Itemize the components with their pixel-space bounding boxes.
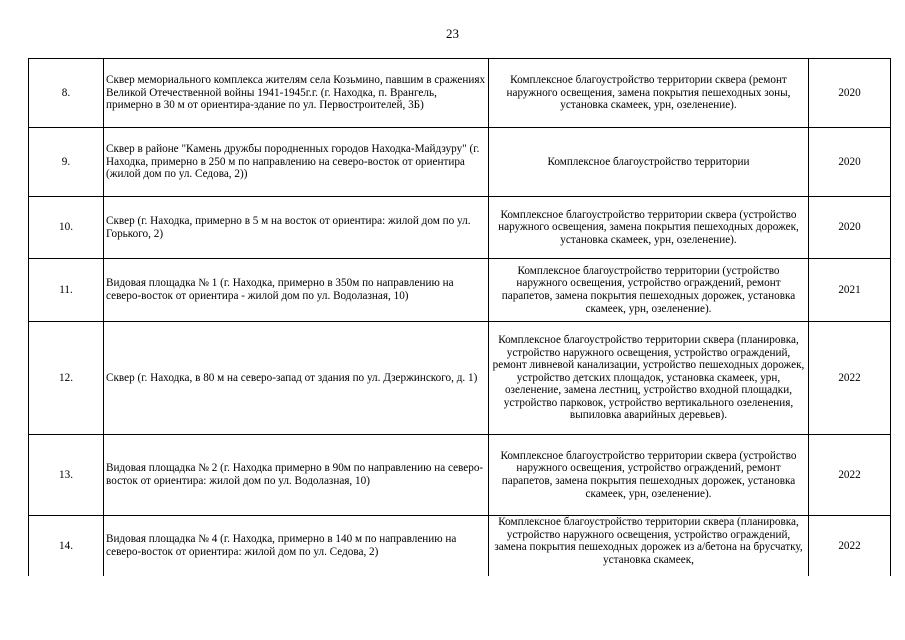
row-number: 12. [29,322,104,435]
row-number: 9. [29,128,104,197]
object-name: Сквер (г. Находка, в 80 м на северо-запад от здания по ул. Дзержинского, д. 1) [104,322,489,435]
object-name: Видовая площадка № 4 (г. Находка, примерно в 140 м по направлению на северо-восток от ориентира: жилой дом по ул. Седова, 2) [104,516,489,577]
table-row [29,59,891,128]
work-description: Комплексное благоустройство территории сквера (планировка, устройство наружного освещения, устройство ограждений, замена покрытия пешеходных дорожек из а/бетона на брусчатку, установка скамеек, [489,516,809,577]
year: 2020 [809,128,891,197]
work-description: Комплексное благоустройство территории [489,128,809,197]
object-name: Видовая площадка № 2 (г. Находка примерно в 90м по направлению на северо-восток от ориентира: жилой дом по ул. Водолазная, 10) [104,435,489,516]
page-bottom-margin [0,576,905,640]
table-row [29,435,891,516]
object-name: Сквер в районе "Камень дружбы породненных городов Находка-Майдзуру" (г. Находка, примерно в 250 м по направлению на северо-восток от ориентира (жилой дом по ул. Седова, 2)) [104,128,489,197]
work-description: Комплексное благоустройство территории сквера (ремонт наружного освещения, замена покрытия пешеходных зоны, установка скамеек, урн, озеленение). [489,59,809,128]
table-row [29,128,891,197]
improvement-table [28,58,891,577]
work-description: Комплексное благоустройство территории (устройство наружного освещения, устройство ограждений, ремонт парапетов, замена покрытия пешеходных дорожек, установка скамеек, урн, озеленение). [489,259,809,322]
year: 2020 [809,197,891,259]
row-number: 14. [29,516,104,577]
work-description: Комплексное благоустройство территории сквера (планировка, устройство наружного освещения, устройство ограждений, ремонт ливневой канализации, устройство пешеходных дорожек, устройство детских площадок, установка скамеек, урн, озеленение, замена лестниц, устройство входной площадки, устройство парковок, устройство вертикального озеленения, выпиловка аварийных деревьев). [489,322,809,435]
object-name: Сквер мемориального комплекса жителям села Козьмино, павшим в сражениях Великой Отечественной войны 1941-1945г.г. (г. Находка, п. Врангель, примерно в 30 м от ориентира-здание по ул. Первостроителей, 3Б) [104,59,489,128]
year: 2022 [809,435,891,516]
table-row [29,197,891,259]
table-row [29,322,891,435]
object-name: Видовая площадка № 1 (г. Находка, примерно в 350м по направлению на северо-восток от ориентира - жилой дом по ул. Водолазная, 10) [104,259,489,322]
year: 2021 [809,259,891,322]
year: 2020 [809,59,891,128]
row-number: 10. [29,197,104,259]
table-row [29,259,891,322]
work-description: Комплексное благоустройство территории сквера (устройство наружного освещения, устройство ограждений, ремонт парапетов, замена покрытия пешеходных дорожек, установка скамеек, урн, озеленение). [489,435,809,516]
work-description: Комплексное благоустройство территории сквера (устройство наружного освещения, замена покрытия пешеходных дорожек, установка скамеек, урн, озеленение). [489,197,809,259]
table-row [29,516,891,577]
year: 2022 [809,516,891,577]
row-number: 11. [29,259,104,322]
object-name: Сквер (г. Находка, примерно в 5 м на восток от ориентира: жилой дом по ул. Горького, 2) [104,197,489,259]
row-number: 8. [29,59,104,128]
year: 2022 [809,322,891,435]
row-number: 13. [29,435,104,516]
page-number: 23 [446,26,459,41]
